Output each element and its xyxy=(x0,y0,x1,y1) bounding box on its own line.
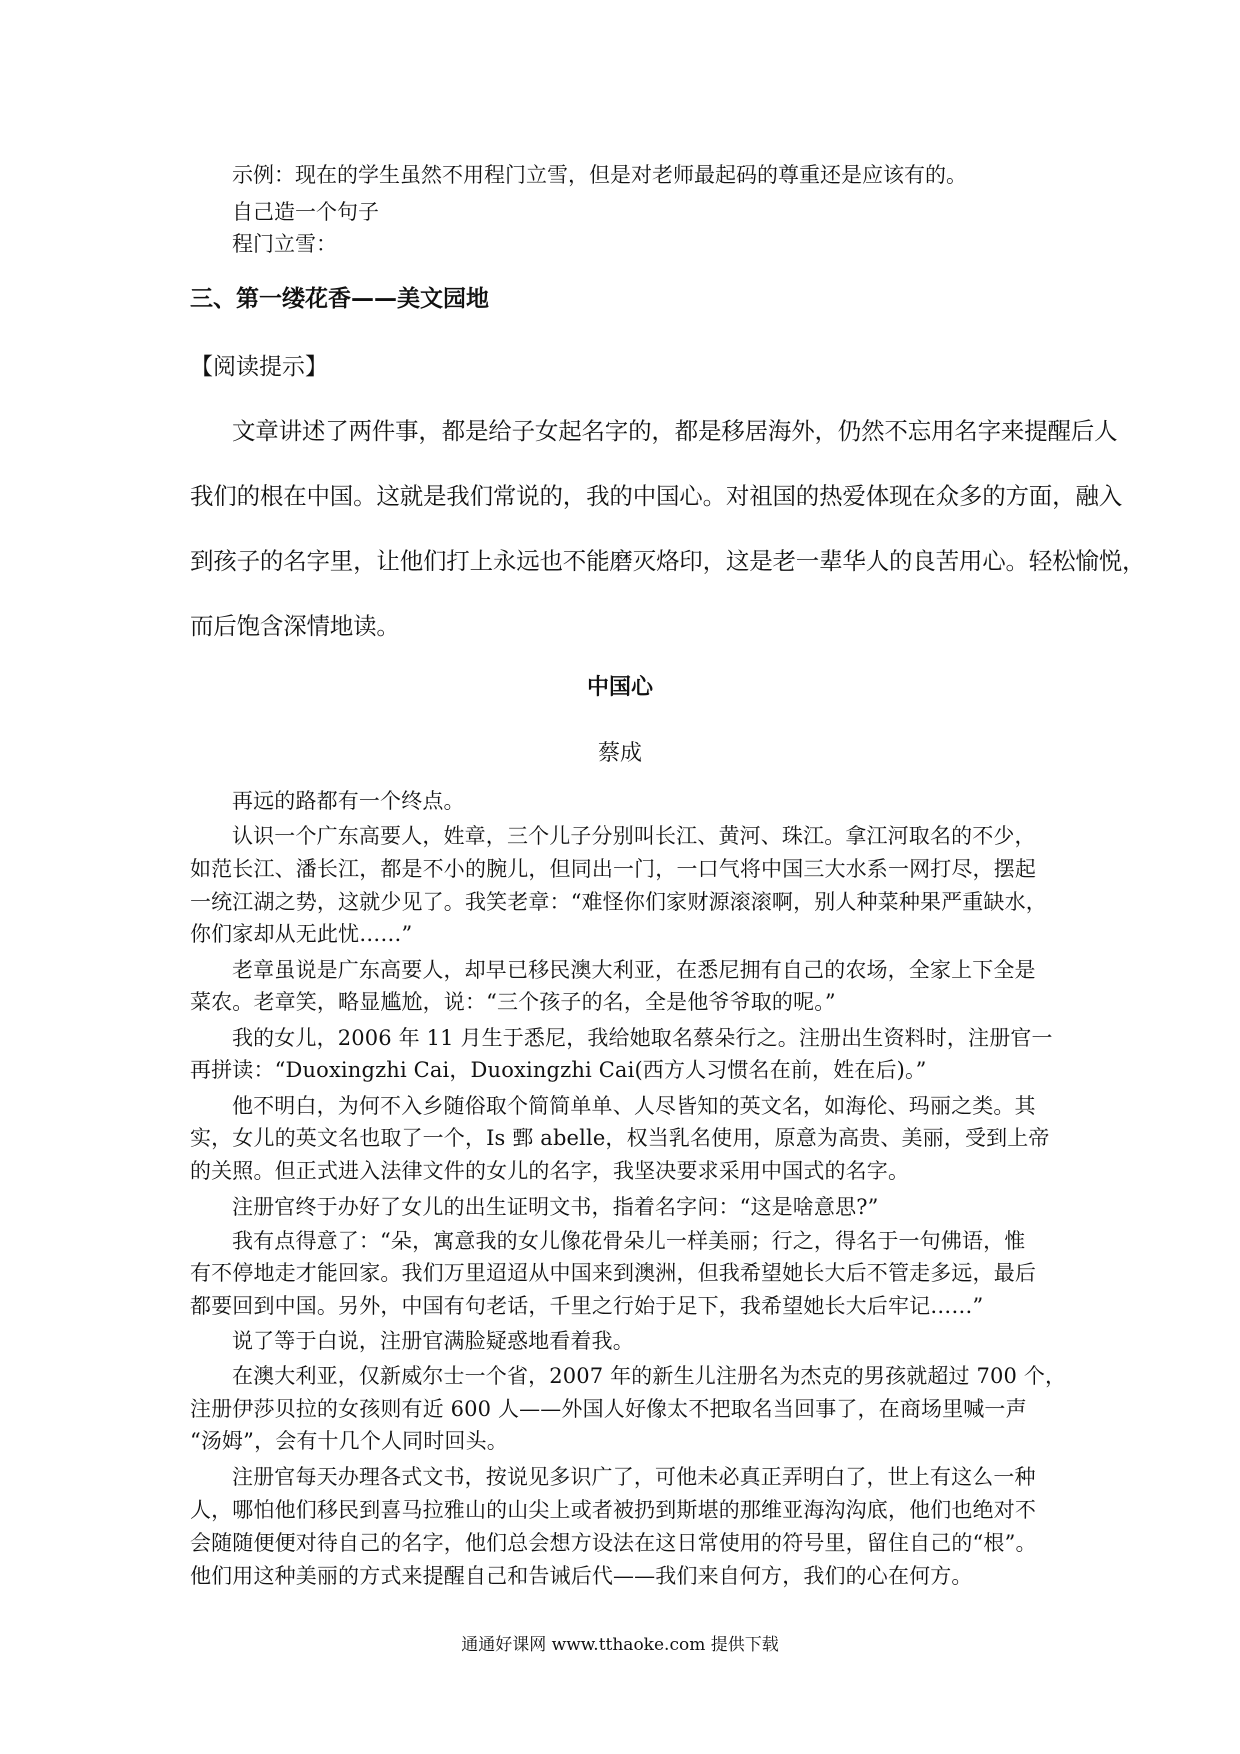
article-line: 有不停地走才能回家。我们万里迢迢从中国来到澳洲，但我希望她长大后不管走多远，最后 xyxy=(190,1261,1036,1285)
article-line: 如范长江、潘长江，都是不小的腕儿，但同出一门，一口气将中国三大水系一网打尽，摆起 xyxy=(190,857,1036,881)
article-line: 实，女儿的英文名也取了一个，Is 鄄 abelle，权当乳名使用，原意为高贵、美丽，受到上帝 xyxy=(190,1126,1050,1150)
article-line: 我有点得意了：“朵，寓意我的女儿像花骨朵儿一样美丽；行之，得名于一句佛语，惟 xyxy=(232,1229,1026,1253)
article-author: 蔡成 xyxy=(597,741,642,766)
reading-hint-line: 文章讲述了两件事，都是给子女起名字的，都是移居海外，仍然不忘用名字来提醒后人 xyxy=(232,417,1118,445)
article-line: 老章虽说是广东高要人，却早已移民澳大利亚，在悉尼拥有自己的农场，全家上下全是 xyxy=(232,958,1036,982)
article-line: 注册官终于办好了女儿的出生证明文书，指着名字问：“这是啥意思?” xyxy=(232,1195,879,1219)
instruction-text: 自己造一个句子 xyxy=(232,200,379,224)
article-line: 都要回到中国。另外，中国有句老话，千里之行始于足下，我希望她长大后牢记……” xyxy=(190,1294,984,1318)
section-heading: 三、第一缕花香——美文园地 xyxy=(190,286,489,312)
article-line: 一统江湖之势，这就少见了。我笑老章：“难怪你们家财源滚滚啊，别人种菜种果严重缺水， xyxy=(190,890,1047,914)
reading-hint-line: 而后饱含深情地读。 xyxy=(190,612,400,640)
page-footer: 通通好课网 www.tthaoke.com 提供下载 xyxy=(461,1635,779,1655)
example-sentence: 示例：现在的学生虽然不用程门立雪，但是对老师最起码的尊重还是应该有的。 xyxy=(232,163,967,187)
article-line: 我的女儿，2006 年 11 月生于悉尼，我给她取名蔡朵行之。注册出生资料时，注册官一 xyxy=(232,1026,1053,1050)
article-title: 中国心 xyxy=(586,675,653,700)
article-line: 会随随便便对待自己的名字，他们总会想方设法在这日常使用的符号里，留住自己的“根”。 xyxy=(190,1531,1037,1555)
reading-hint-line: 到孩子的名字里，让他们打上永远也不能磨灭烙印，这是老一辈华人的良苦用心。轻松愉悦， xyxy=(190,547,1146,575)
reading-hint-label: 【阅读提示】 xyxy=(190,354,328,380)
article-line: 人，哪怕他们移民到喜马拉雅山的山尖上或者被扔到斯堪的那维亚海沟沟底，他们也绝对不 xyxy=(190,1498,1036,1522)
article-line: 再拼读：“Duoxingzhi Cai，Duoxingzhi Cai(西方人习惯名在前，姓在后)。” xyxy=(190,1058,927,1082)
article-line: 注册官每天办理各式文书，按说见多识广了，可他未必真正弄明白了，世上有这么一种 xyxy=(232,1465,1036,1489)
article-line: 说了等于白说，注册官满脸疑惑地看着我。 xyxy=(232,1329,634,1353)
reading-hint-line: 我们的根在中国。这就是我们常说的，我的中国心。对祖国的热爱体现在众多的方面，融入 xyxy=(190,482,1122,510)
article-line: 他们用这种美丽的方式来提醒自己和告诫后代——我们来自何方，我们的心在何方。 xyxy=(190,1564,973,1588)
article-line: 注册伊莎贝拉的女孩则有近 600 人——外国人好像太不把取名当回事了，在商场里喊一声 xyxy=(190,1397,1027,1421)
article-line: 的关照。但正式进入法律文件的女儿的名字，我坚决要求采用中国式的名字。 xyxy=(190,1159,910,1183)
article-line: 再远的路都有一个终点。 xyxy=(232,789,465,813)
article-line: “汤姆”，会有十几个人同时回头。 xyxy=(190,1429,508,1453)
article-line: 在澳大利亚，仅新威尔士一个省，2007 年的新生儿注册名为杰克的男孩就超过 700 个， xyxy=(232,1364,1067,1388)
article-line: 你们家却从无此忧……” xyxy=(190,922,413,946)
article-line: 菜农。老章笑，略显尴尬，说：“三个孩子的名，全是他爷爷取的呢。” xyxy=(190,990,836,1014)
article-line: 认识一个广东高要人，姓章，三个儿子分别叫长江、黄河、珠江。拿江河取名的不少， xyxy=(232,824,1036,848)
article-line: 他不明白，为何不入乡随俗取个简简单单、人尽皆知的英文名，如海伦、玛丽之类。其 xyxy=(232,1094,1036,1118)
idiom-prompt: 程门立雪： xyxy=(232,232,337,256)
